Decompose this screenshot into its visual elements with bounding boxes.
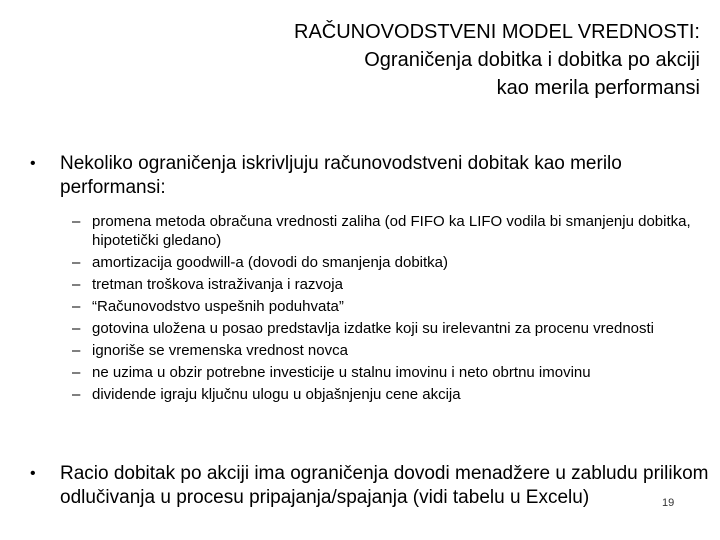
bullet-limitations: [30, 152, 710, 407]
list-item: [30, 341, 710, 360]
title-line-3: kao merila performansi: [496, 77, 700, 99]
bullet-marker: •: [30, 155, 36, 172]
dash-marker: –: [72, 364, 81, 381]
list-item-text: ne uzima u obzir potrebne investicije u stalnu imovinu i neto obrtnu imovinu: [92, 364, 591, 381]
dash-marker: –: [72, 298, 81, 315]
list-item: [30, 297, 710, 316]
list-item-text: gotovina uložena u posao predstavlja izdatke koji su irelevantni za procenu vrednosti: [92, 320, 655, 337]
list-item: [30, 363, 710, 382]
bullet-eps-ratio: [30, 462, 710, 510]
dash-marker: –: [72, 342, 81, 359]
list-item-text: promena metoda obračuna vrednosti zaliha (od FIFO ka LIFO vodila bi smanjenju dobitka, hipotetički gledano): [92, 213, 691, 249]
dash-marker: –: [72, 254, 81, 271]
list-item-text: tretman troškova istraživanja i razvoja: [92, 276, 343, 293]
dash-marker: –: [72, 276, 81, 293]
list-item-text: dividende igraju ključnu ulogu u objašnjenju cene akcija: [92, 386, 461, 403]
list-item: [30, 253, 710, 272]
page-number: 19: [662, 497, 675, 509]
list-item: [30, 319, 710, 338]
list-item-text: “Računovodstvo uspešnih poduhvata”: [92, 298, 344, 315]
dash-marker: –: [72, 213, 81, 230]
dash-marker: –: [72, 320, 81, 337]
list-item-text: amortizacija goodwill-a (dovodi do smanjenja dobitka): [92, 254, 449, 271]
list-item: [30, 212, 710, 250]
slide-title: [100, 18, 700, 102]
list-item: [30, 275, 710, 294]
bullet-text: Racio dobitak po akciji ima ograničenja dovodi menadžere u zabludu prilikom odlučivanja u procesu pripajanja/spajanja (vidi tabelu u Excelu): [60, 463, 709, 508]
bullet-text: Nekoliko ograničenja iskrivljuju računovodstveni dobitak kao merilo performansi:: [60, 153, 622, 198]
title-line-1: RAČUNOVODSTVENI MODEL VREDNOSTI:: [294, 21, 700, 43]
list-item: [30, 385, 710, 404]
sub-list: [30, 212, 710, 404]
dash-marker: –: [72, 386, 81, 403]
title-line-2: Ograničenja dobitka i dobitka po akciji: [364, 49, 700, 71]
bullet-marker: •: [30, 465, 36, 482]
list-item-text: ignoriše se vremenska vrednost novca: [92, 342, 348, 359]
